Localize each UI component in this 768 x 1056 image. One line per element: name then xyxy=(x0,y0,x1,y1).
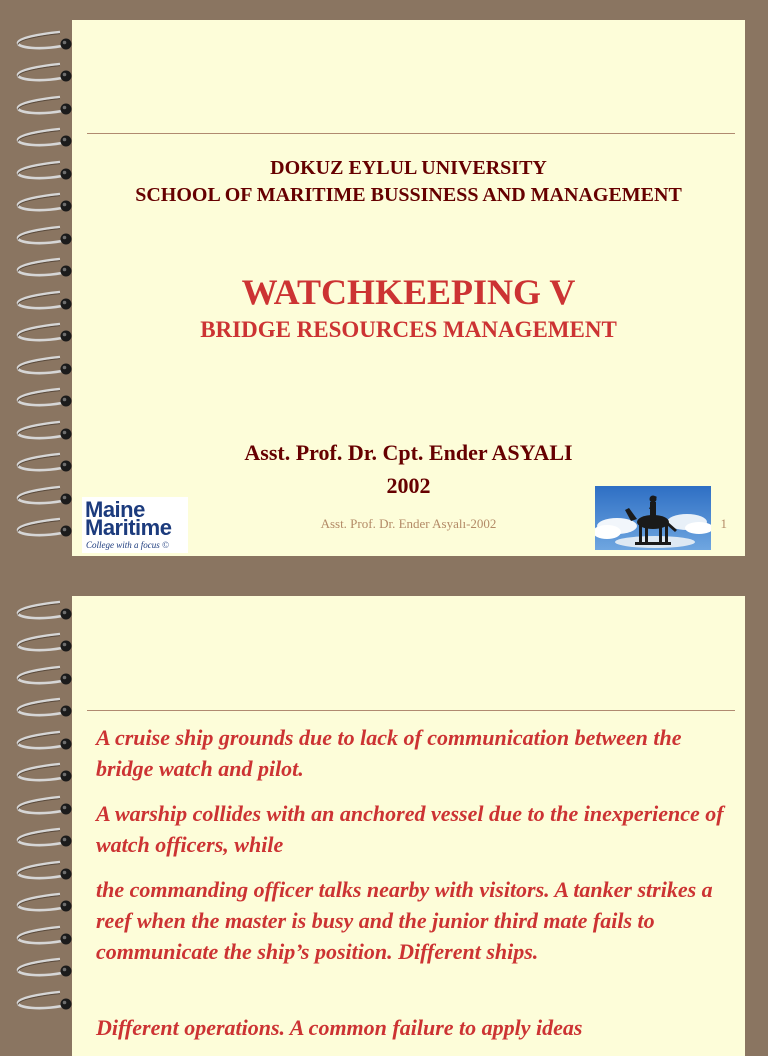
school-name: SCHOOL OF MARITIME BUSSINESS AND MANAGEMENT xyxy=(135,184,682,206)
paragraph-operations: Different operations. A common failure to apply ideas xyxy=(96,1015,583,1040)
paragraph-cruise-ship: A cruise ship grounds due to lack of communication between the bridge watch and pilot. xyxy=(96,725,682,781)
header-divider xyxy=(87,710,735,711)
equestrian-statue-image xyxy=(595,486,711,550)
content-slide xyxy=(72,596,745,1056)
author-name: Asst. Prof. Dr. Cpt. Ender ASYALI xyxy=(244,440,573,465)
university-name: DOKUZ EYLUL UNIVERSITY xyxy=(270,157,547,179)
slide-subtitle: BRIDGE RESOURCES MANAGEMENT xyxy=(200,317,617,342)
page-number: 1 xyxy=(720,516,727,531)
paragraph-tanker: the commanding officer talks nearby with visitors. A tanker strikes a reef when the master is busy and the junior third mate fails to communicate the ship’s position. Different ships. xyxy=(96,877,713,964)
slide-title: WATCHKEEPING V xyxy=(241,272,576,312)
spiral-binding-2 xyxy=(10,596,78,1024)
slide-footer: Asst. Prof. Dr. Ender Asyalı-2002 xyxy=(320,516,497,531)
paragraph-warship: A warship collides with an anchored vessel due to the inexperience of watch officers, while xyxy=(96,801,724,857)
maine-maritime-logo: Maine Maritime College with a focus © xyxy=(82,497,188,553)
header-divider xyxy=(87,133,735,134)
spiral-binding-1 xyxy=(10,20,78,556)
title-slide xyxy=(72,20,745,556)
presentation-year: 2002 xyxy=(386,473,431,498)
